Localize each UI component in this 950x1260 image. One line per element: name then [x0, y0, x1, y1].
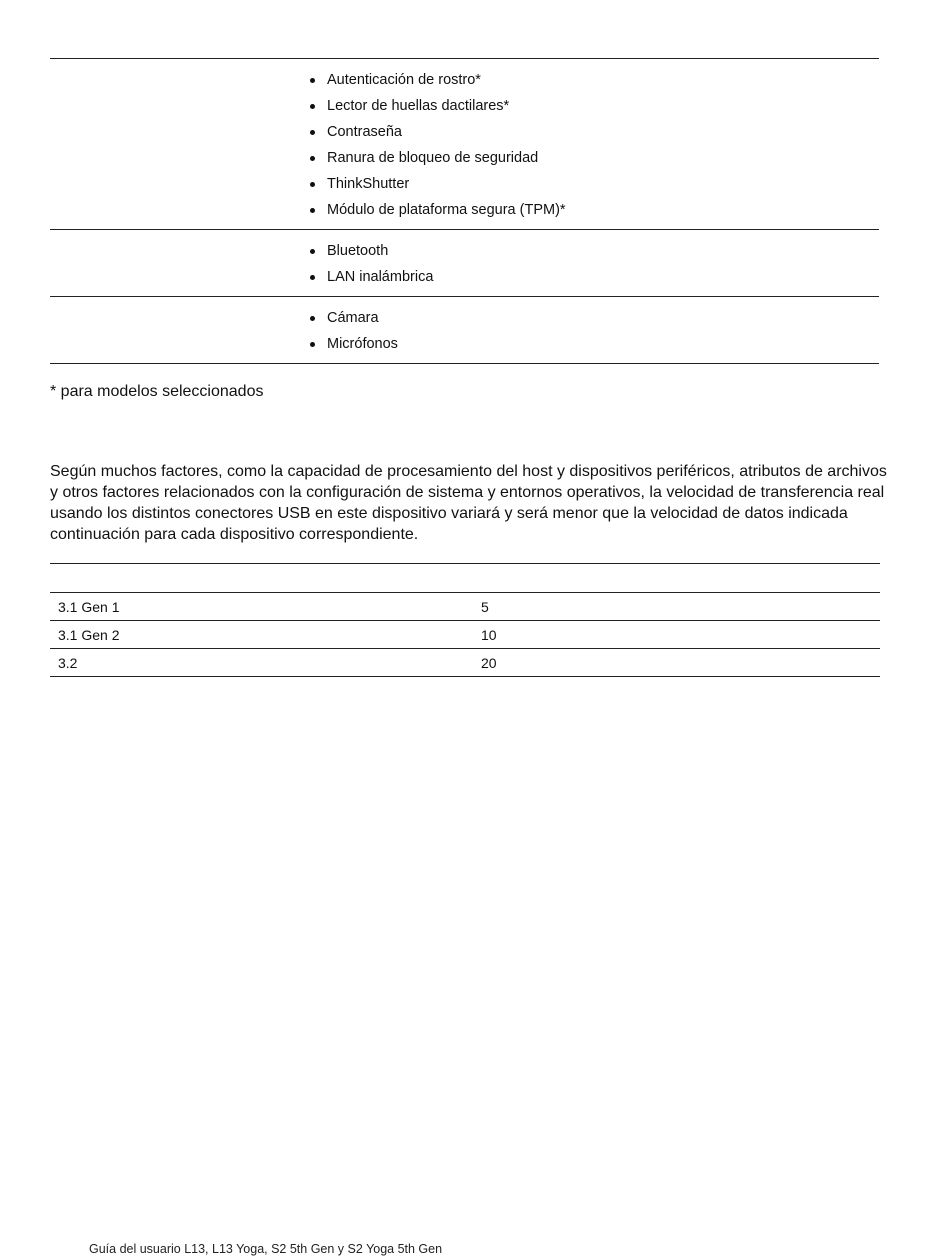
spec-row-label [50, 67, 308, 223]
list-item: Ranura de bloqueo de seguridad [308, 145, 879, 171]
usb-transfer-note: Según muchos factores, como la capacidad de procesamiento del host y dispositivos periféricos, atributos de archivos y otros factores relacionados con la configuración de sistema y entornos operativos, la velocidad de transferencia real usando los distintos conectores USB en este dispositivo variará y será menor que la velocidad de datos indicada continuación para cada dispositivo correspondiente. [50, 463, 887, 543]
camera-audio-features-list [308, 305, 879, 357]
usb-transfer-rate-table [50, 563, 880, 677]
usb-rate-cell: 20 [473, 649, 880, 677]
usb-rate-cell: 5 [473, 593, 880, 621]
list-item: Autenticación de rostro* [308, 67, 879, 93]
wireless-features-list [308, 238, 879, 290]
usb-version-cell: 3.2 [50, 649, 473, 677]
security-features-list [308, 67, 879, 223]
spec-row-camera-audio [50, 297, 879, 364]
table-row [50, 593, 880, 621]
spec-row-security [50, 59, 879, 230]
list-item: ThinkShutter [308, 171, 879, 197]
usb-rate-cell: 10 [473, 621, 880, 649]
table-header-cell [473, 564, 880, 593]
page-footer: Guía del usuario L13, L13 Yoga, S2 5th Gen y S2 Yoga 5th Gen [89, 1242, 443, 1256]
spec-row-wireless [50, 230, 879, 297]
list-item: Contraseña [308, 119, 879, 145]
table-header-cell [50, 564, 473, 593]
table-row [50, 649, 880, 677]
usb-version-cell: 3.1 Gen 1 [50, 593, 473, 621]
specifications-table [50, 58, 879, 364]
list-item: Módulo de plataforma segura (TPM)* [308, 197, 879, 223]
table-row [50, 621, 880, 649]
list-item: Cámara [308, 305, 879, 331]
list-item: Lector de huellas dactilares* [308, 93, 879, 119]
spec-row-label [50, 238, 308, 290]
list-item: LAN inalámbrica [308, 264, 879, 290]
spec-row-label [50, 305, 308, 357]
footnote: * para modelos seleccionados [50, 383, 264, 400]
table-header-row [50, 564, 880, 593]
list-item: Micrófonos [308, 331, 879, 357]
list-item: Bluetooth [308, 238, 879, 264]
usb-version-cell: 3.1 Gen 2 [50, 621, 473, 649]
